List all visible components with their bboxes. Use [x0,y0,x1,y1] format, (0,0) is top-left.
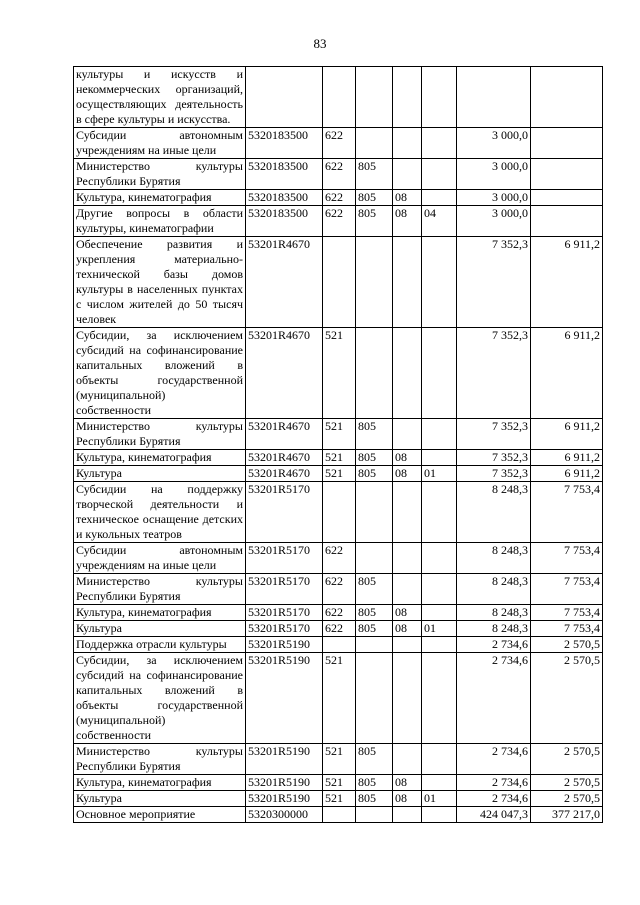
subsection-cell [422,574,457,605]
target-article-cell: 53201R5170 [246,621,323,637]
subsection-cell: 01 [422,791,457,807]
amount-2-cell: 6 911,2 [531,419,603,450]
target-article-cell: 53201R5190 [246,775,323,791]
table-row [74,67,603,128]
table-row [74,159,603,190]
target-article-cell: 53201R4670 [246,237,323,328]
budget-table [73,66,603,823]
subsection-cell [422,128,457,159]
ministry-code-cell: 805 [356,159,393,190]
section-cell [393,653,422,744]
ministry-code-cell [356,482,393,543]
table-row [74,328,603,419]
target-article-cell: 53201R4670 [246,419,323,450]
amount-2-cell: 6 911,2 [531,450,603,466]
row-name-cell: Культура [74,791,246,807]
section-cell [393,128,422,159]
subsection-cell [422,67,457,128]
amount-2-cell: 7 753,4 [531,482,603,543]
subsection-cell [422,637,457,653]
expense-type-cell [323,482,356,543]
amount-1-cell: 2 734,6 [457,653,531,744]
table-row [74,653,603,744]
ministry-code-cell [356,543,393,574]
section-cell [393,159,422,190]
target-article-cell: 53201R5190 [246,637,323,653]
row-name-cell: Культура, кинематография [74,775,246,791]
amount-1-cell: 3 000,0 [457,206,531,237]
row-name-cell: Культура, кинематография [74,605,246,621]
amount-2-cell: 7 753,4 [531,621,603,637]
amount-1-cell: 8 248,3 [457,605,531,621]
table-row [74,807,603,823]
target-article-cell: 53201R5170 [246,605,323,621]
subsection-cell [422,190,457,206]
amount-2-cell: 6 911,2 [531,237,603,328]
amount-1-cell: 2 734,6 [457,637,531,653]
table-row [74,605,603,621]
amount-1-cell: 7 352,3 [457,237,531,328]
row-name-cell: культуры и искусств и некоммерческих организаций, осуществляющих деятельность в сфере культуры и искусства. [74,67,246,128]
amount-2-cell: 7 753,4 [531,574,603,605]
subsection-cell [422,653,457,744]
expense-type-cell [323,807,356,823]
target-article-cell: 53201R5190 [246,653,323,744]
amount-1-cell: 7 352,3 [457,328,531,419]
ministry-code-cell: 805 [356,190,393,206]
amount-1-cell: 3 000,0 [457,128,531,159]
section-cell [393,419,422,450]
target-article-cell: 53201R4670 [246,328,323,419]
expense-type-cell: 622 [323,621,356,637]
ministry-code-cell [356,128,393,159]
row-name-cell: Субсидии на поддержку творческой деятельности и техническое оснащение детских и кукольных театров [74,482,246,543]
subsection-cell [422,237,457,328]
target-article-cell: 53201R5170 [246,543,323,574]
amount-2-cell [531,190,603,206]
row-name-cell: Субсидии автономным учреждениям на иные цели [74,543,246,574]
amount-2-cell: 2 570,5 [531,637,603,653]
section-cell [393,637,422,653]
amount-2-cell: 7 753,4 [531,605,603,621]
target-article-cell: 53201R4670 [246,466,323,482]
section-cell [393,807,422,823]
target-article-cell: 5320183500 [246,190,323,206]
subsection-cell [422,450,457,466]
amount-2-cell [531,67,603,128]
ministry-code-cell: 805 [356,775,393,791]
amount-2-cell: 6 911,2 [531,466,603,482]
row-name-cell: Субсидии, за исключением субсидий на софинансирование капитальных вложений в объекты государственной (муниципальной) собственности [74,653,246,744]
section-cell [393,744,422,775]
table-row [74,450,603,466]
section-cell: 08 [393,450,422,466]
row-name-cell: Министерство культуры Республики Бурятия [74,419,246,450]
amount-1-cell: 8 248,3 [457,543,531,574]
row-name-cell: Поддержка отрасли культуры [74,637,246,653]
table-row [74,466,603,482]
amount-1-cell: 2 734,6 [457,791,531,807]
target-article-cell: 5320183500 [246,159,323,190]
table-row [74,775,603,791]
target-article-cell: 53201R5190 [246,791,323,807]
section-cell [393,328,422,419]
ministry-code-cell: 805 [356,621,393,637]
row-name-cell: Культура, кинематография [74,190,246,206]
subsection-cell: 01 [422,466,457,482]
section-cell [393,482,422,543]
subsection-cell [422,744,457,775]
expense-type-cell: 521 [323,419,356,450]
expense-type-cell: 622 [323,206,356,237]
subsection-cell [422,605,457,621]
target-article-cell [246,67,323,128]
expense-type-cell [323,237,356,328]
table-row [74,543,603,574]
expense-type-cell: 521 [323,791,356,807]
ministry-code-cell [356,67,393,128]
section-cell: 08 [393,190,422,206]
amount-1-cell: 3 000,0 [457,159,531,190]
amount-2-cell: 377 217,0 [531,807,603,823]
amount-1-cell: 8 248,3 [457,621,531,637]
target-article-cell: 53201R5170 [246,482,323,543]
target-article-cell: 53201R4670 [246,450,323,466]
table-row [74,419,603,450]
amount-1-cell: 2 734,6 [457,775,531,791]
subsection-cell [422,328,457,419]
section-cell: 08 [393,621,422,637]
expense-type-cell [323,637,356,653]
table-row [74,637,603,653]
section-cell [393,237,422,328]
expense-type-cell: 521 [323,466,356,482]
amount-2-cell [531,128,603,159]
table-row [74,237,603,328]
table-row [74,128,603,159]
ministry-code-cell: 805 [356,466,393,482]
expense-type-cell: 521 [323,450,356,466]
subsection-cell [422,482,457,543]
row-name-cell: Культура [74,621,246,637]
amount-2-cell [531,159,603,190]
amount-1-cell: 3 000,0 [457,190,531,206]
expense-type-cell: 622 [323,605,356,621]
row-name-cell: Основное мероприятие [74,807,246,823]
target-article-cell: 53201R5190 [246,744,323,775]
expense-type-cell: 521 [323,328,356,419]
amount-1-cell: 8 248,3 [457,482,531,543]
section-cell: 08 [393,605,422,621]
amount-2-cell: 2 570,5 [531,775,603,791]
subsection-cell: 04 [422,206,457,237]
ministry-code-cell: 805 [356,574,393,605]
amount-1-cell: 7 352,3 [457,419,531,450]
amount-2-cell: 7 753,4 [531,543,603,574]
ministry-code-cell: 805 [356,744,393,775]
page-number: 83 [313,36,327,51]
amount-2-cell: 2 570,5 [531,744,603,775]
amount-1-cell: 8 248,3 [457,574,531,605]
expense-type-cell [323,67,356,128]
budget-table-body [74,67,603,823]
section-cell [393,67,422,128]
ministry-code-cell [356,237,393,328]
expense-type-cell: 622 [323,159,356,190]
amount-1-cell: 424 047,3 [457,807,531,823]
target-article-cell: 5320300000 [246,807,323,823]
table-row [74,190,603,206]
ministry-code-cell [356,637,393,653]
row-name-cell: Культура, кинематография [74,450,246,466]
table-row [74,482,603,543]
target-article-cell: 5320183500 [246,128,323,159]
subsection-cell [422,775,457,791]
subsection-cell: 01 [422,621,457,637]
amount-1-cell: 7 352,3 [457,450,531,466]
ministry-code-cell [356,807,393,823]
section-cell: 08 [393,466,422,482]
expense-type-cell: 521 [323,744,356,775]
ministry-code-cell: 805 [356,791,393,807]
expense-type-cell: 521 [323,775,356,791]
section-cell: 08 [393,775,422,791]
section-cell [393,543,422,574]
ministry-code-cell: 805 [356,605,393,621]
table-row [74,791,603,807]
target-article-cell: 5320183500 [246,206,323,237]
row-name-cell: Другие вопросы в области культуры, кинематографии [74,206,246,237]
expense-type-cell: 622 [323,543,356,574]
expense-type-cell: 622 [323,574,356,605]
section-cell: 08 [393,206,422,237]
section-cell: 08 [393,791,422,807]
target-article-cell: 53201R5170 [246,574,323,605]
subsection-cell [422,807,457,823]
amount-1-cell: 7 352,3 [457,466,531,482]
table-row [74,744,603,775]
table-row [74,574,603,605]
subsection-cell [422,419,457,450]
section-cell [393,574,422,605]
amount-2-cell: 2 570,5 [531,653,603,744]
amount-2-cell: 2 570,5 [531,791,603,807]
expense-type-cell: 521 [323,653,356,744]
amount-2-cell: 6 911,2 [531,328,603,419]
ministry-code-cell: 805 [356,206,393,237]
ministry-code-cell: 805 [356,450,393,466]
table-row [74,621,603,637]
subsection-cell [422,159,457,190]
amount-2-cell [531,206,603,237]
row-name-cell: Субсидии автономным учреждениям на иные цели [74,128,246,159]
subsection-cell [422,543,457,574]
amount-1-cell: 2 734,6 [457,744,531,775]
row-name-cell: Культура [74,466,246,482]
amount-1-cell [457,67,531,128]
ministry-code-cell [356,328,393,419]
row-name-cell: Обеспечение развития и укрепления материально-технической базы домов культуры в населенных пунктах с числом жителей до 50 тысяч человек [74,237,246,328]
ministry-code-cell [356,653,393,744]
row-name-cell: Министерство культуры Республики Бурятия [74,159,246,190]
expense-type-cell: 622 [323,190,356,206]
expense-type-cell: 622 [323,128,356,159]
ministry-code-cell: 805 [356,419,393,450]
table-row [74,206,603,237]
row-name-cell: Министерство культуры Республики Бурятия [74,744,246,775]
row-name-cell: Министерство культуры Республики Бурятия [74,574,246,605]
row-name-cell: Субсидии, за исключением субсидий на софинансирование капитальных вложений в объекты государственной (муниципальной) собственности [74,328,246,419]
